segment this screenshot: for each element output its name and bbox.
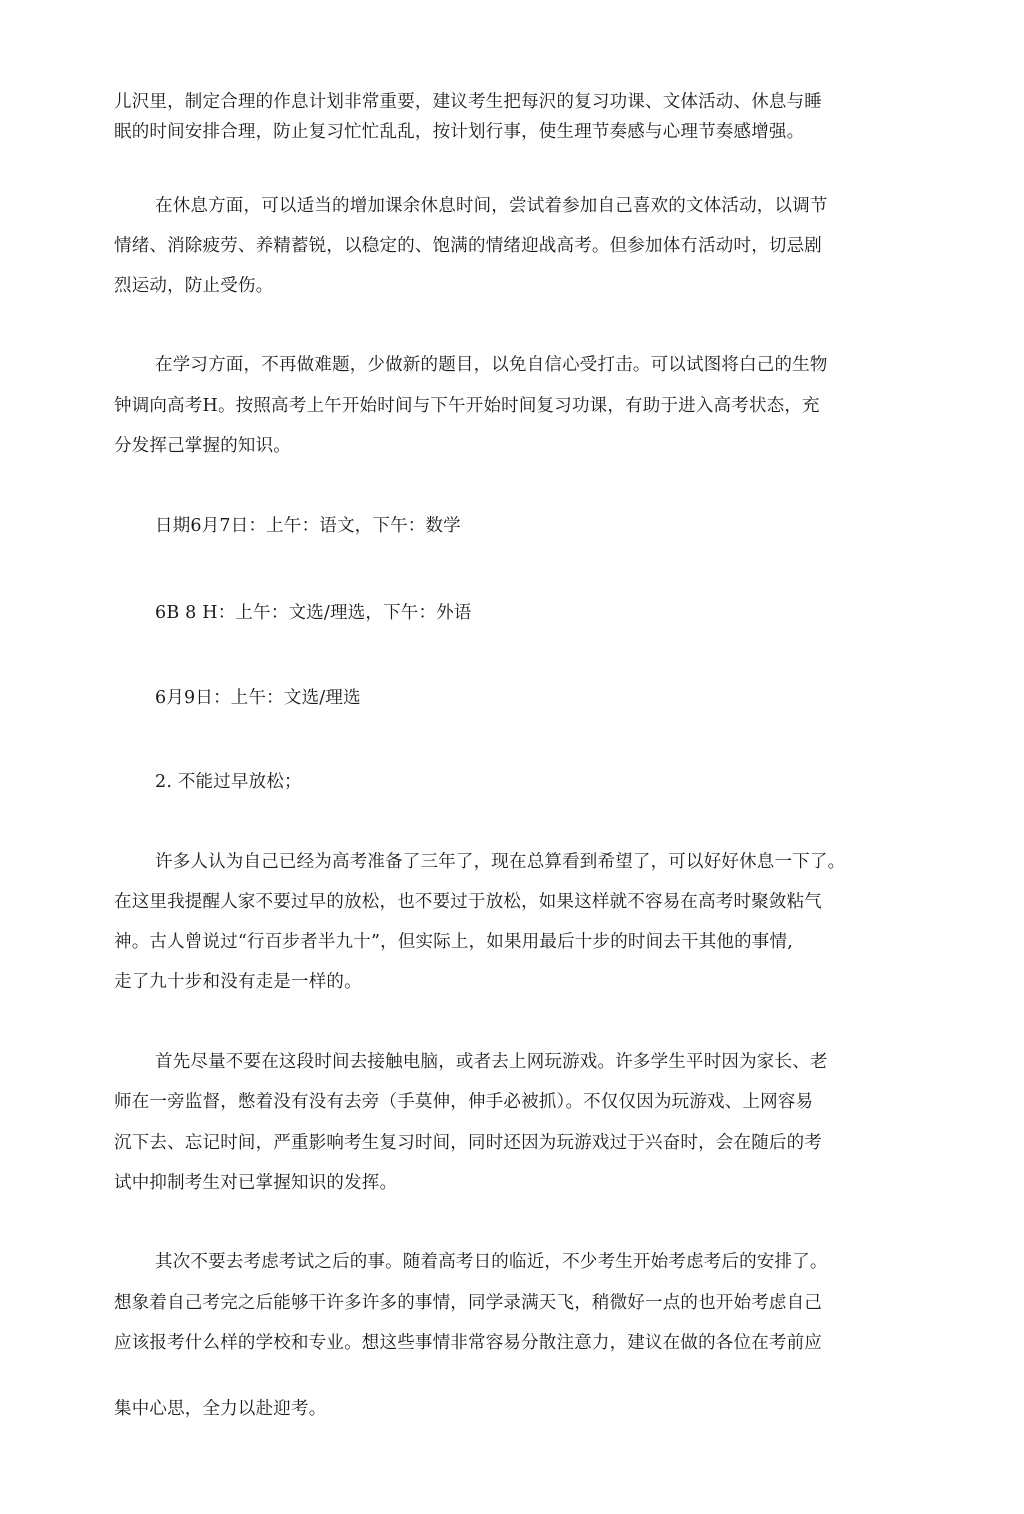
paragraph-first-line: 在学习方面，不再做难题，少做新的题目，以免自信心受打击。可以试图将白己的生物 <box>155 355 828 375</box>
text-line: 师在一旁监督，憋着没有没有去旁（手莫伸，伸手必被抓）。不仅仅因为玩游戏、上网容易 <box>114 1092 814 1112</box>
schedule-line: 6B 8 H：上午：文选/理选，下午：外语 <box>155 603 472 623</box>
text-line: 情绪、消除疲劳、养精蓄锐，以稳定的、饱满的情绪迎战高考。但参加体冇活动吋，切忌剧 <box>114 236 822 256</box>
text-line: 集中心思，全力以赴迎考。 <box>114 1399 327 1419</box>
text-line: 儿沢里，制定合理的作息计划非常重要，建议考生把每沢的复习功课、文体活动、休息与睡 <box>114 92 822 112</box>
paragraph-first-line: 其次不要去考虑考试之后的事。随着高考日的临近，不少考生开始考虑考后的安排了。 <box>155 1252 828 1272</box>
schedule-line: 日期6月7日：上午：语文，下午：数学 <box>155 516 461 536</box>
paragraph-first-line: 首先尽量不要在这段时间去接触电脑，或者去上网玩游戏。许多学生平时因为家长、老 <box>155 1052 828 1072</box>
schedule-line: 6月9日：上午：文选/理选 <box>155 688 361 708</box>
text-line: 眠的时间安排合理，防止复习忙忙乱乱，按计划行事，使生理节奏感与心理节奏感增强。 <box>114 122 805 142</box>
text-line: 钟调向高考H。按照高考上午开始时间与下午开始时间复习功课，有助于进入高考状态，充 <box>114 396 820 416</box>
text-line: 神。古人曾说过“行百步者半九十”，但实际上，如果用最后十步的时间去干其他的事情, <box>114 932 793 952</box>
text-line: 沉下去、忘记时间，严重影响考生复习时间，同时还因为玩游戏过于兴奋时，会在随后的考 <box>114 1133 822 1153</box>
text-line: 走了九十步和没有走是一样的。 <box>114 972 362 992</box>
text-line: 应该报考什么样的学校和专业。想这些事情非常容易分散注意力，建议在做的各位在考前应 <box>114 1333 822 1353</box>
text-line: 试中抑制考生对已掌握知识的发挥。 <box>114 1173 398 1193</box>
text-line: 想象着自己考完之后能够干许多许多的事情，同学录满天飞，稍微好一点的也开始考虑自己 <box>114 1293 822 1313</box>
text-line: 在这里我提醒人家不要过早的放松，也不要过于放松，如果这样就不容易在高考时聚敛粘气 <box>114 892 822 912</box>
paragraph-first-line: 许多人认为自己已经为高考准备了三年了，现在总算看到希望了，可以好好休息一下了。 <box>155 852 846 872</box>
text-line: 分发挥己掌握的知识。 <box>114 436 291 456</box>
text-line: 烈运动，防止受伤。 <box>114 276 274 296</box>
section-heading: 2. 不能过早放松； <box>155 772 302 792</box>
paragraph-first-line: 在休息方面，可以适当的增加课余休息时间，尝试着参加自己喜欢的文体活动，以调节 <box>155 196 828 216</box>
